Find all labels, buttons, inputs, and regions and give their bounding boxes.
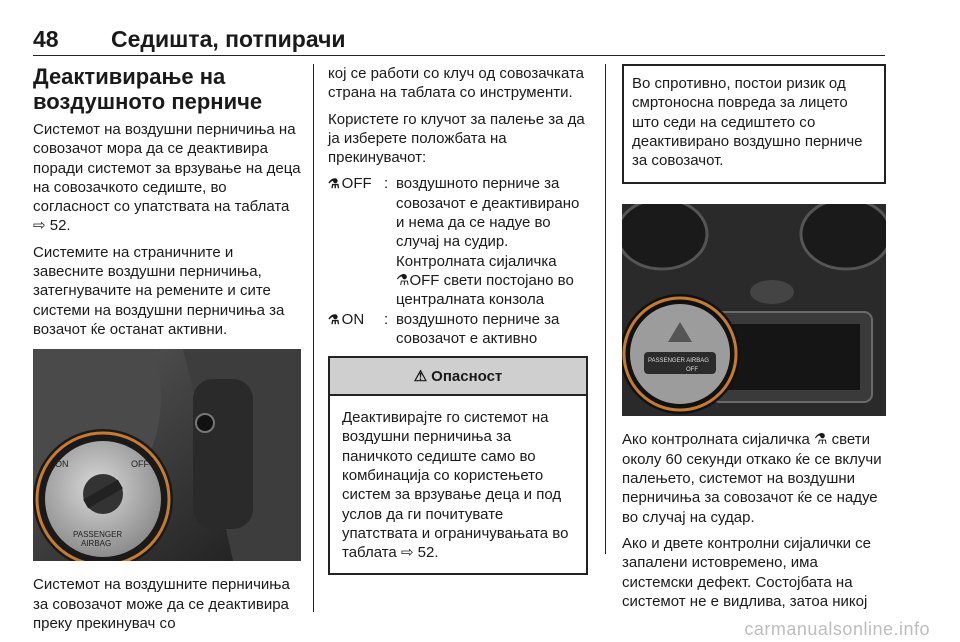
warning-continuation-box: Во спротивно, постои ризик од смртоносна повреда за лицето што седи на седиштето со деактивирано воздушно перниче за совозачот. xyxy=(622,64,886,184)
paragraph: Користете го клучот за палење за да ја изберете положбата на прекинувачот: xyxy=(328,110,585,167)
position-desc-on: воздушното перниче за совозачот е активно xyxy=(396,310,560,347)
column-divider-1 xyxy=(313,64,314,612)
page-header xyxy=(33,20,885,56)
paragraph: Системите на страничните и завесните воздушни перничиња, затегнувачите на ремените и сите системи на воздушни перничиња за возачот ќе останат активни. xyxy=(33,243,285,338)
paragraph: кој се работи со клуч од совозачката страна на таблата со инструменти. xyxy=(328,65,585,102)
warning-triangle-icon: ⚠ xyxy=(413,368,428,386)
position-term-off: ⚗ OFF xyxy=(328,175,372,193)
paragraph: Ако и двете контролни сијалички се запалени истовремено, има системски дефект. Состојбата на системот не е видлива, затоа никој xyxy=(622,534,872,610)
figure-airbag-switch xyxy=(33,349,301,561)
figure-airbag-switch-drawing xyxy=(33,349,301,561)
figure-indicator-label: PASSENGER AIRBAG xyxy=(648,358,709,365)
section-heading: Деактивирање на воздушното перниче xyxy=(33,64,263,114)
warning-title: Опасност xyxy=(431,367,503,385)
page-number: 48 xyxy=(33,26,59,52)
watermark: carmanualsonline.info xyxy=(744,619,930,639)
position-term-on: ⚗ ON xyxy=(328,310,365,328)
column-right xyxy=(622,64,886,618)
figure-label-airbag: AIRBAG xyxy=(81,539,112,549)
switch-positions-list: ⚗ OFF : воздушното перниче за совозачот е деактивирано и нема да се надуе во случај на судир. Контролната сијаличка ⚗OFF свети постојано во централната конзола ⚗ ON : воздушното перниче за совозачот е активно xyxy=(328,174,588,348)
figure-label-passenger: PASSENGER xyxy=(73,530,123,540)
column-divider-2 xyxy=(605,64,606,554)
figure-caption: Системот на воздушните перничиња за совозачот може да се деактивира преку прекинувач со xyxy=(33,576,290,632)
paragraph: Системот на воздушни перничиња на совозачот мора да се деактивира поради системот за врзување на деца на совозачкото седиште, во согласност со упатствата на таблата ⇨ 52. xyxy=(33,121,301,235)
figure-indicator-off: OFF xyxy=(686,367,698,374)
figure-dashboard-indicator xyxy=(622,204,886,416)
column-middle xyxy=(328,64,588,575)
figure-label-off: OFF xyxy=(131,459,149,470)
chapter-title: Седишта, потпирачи xyxy=(111,26,346,52)
warning-header xyxy=(330,358,586,396)
warning-text: Деактивирајте го системот на воздушни перничиња за паничкото седиште само во комбинација со користењето систем за врзување деца и под услов да ги почитувате упатствата и ограничувањата во таблата ⇨ 52. xyxy=(342,409,569,562)
figure-label-on: ON xyxy=(55,459,69,470)
paragraph: Ако контролната сијаличка ⚗ свети околу 60 секунди откако ќе се вклучи палењето, системот на воздушни перничиња за совозачот ќе се надуе во случај на судар. xyxy=(622,431,882,526)
figure-dashboard-drawing xyxy=(622,204,886,416)
airbag-on-icon: ⚗ xyxy=(328,311,340,327)
column-left xyxy=(33,64,301,633)
header-rule xyxy=(33,55,885,56)
position-desc-off: воздушното перниче за совозачот е деактивирано и нема да се надуе во случај на судир. Контролната сијаличка ⚗OFF свети постојано во централната конзола xyxy=(396,175,580,309)
airbag-off-icon: ⚗ xyxy=(328,176,340,192)
warning-box xyxy=(328,356,588,574)
